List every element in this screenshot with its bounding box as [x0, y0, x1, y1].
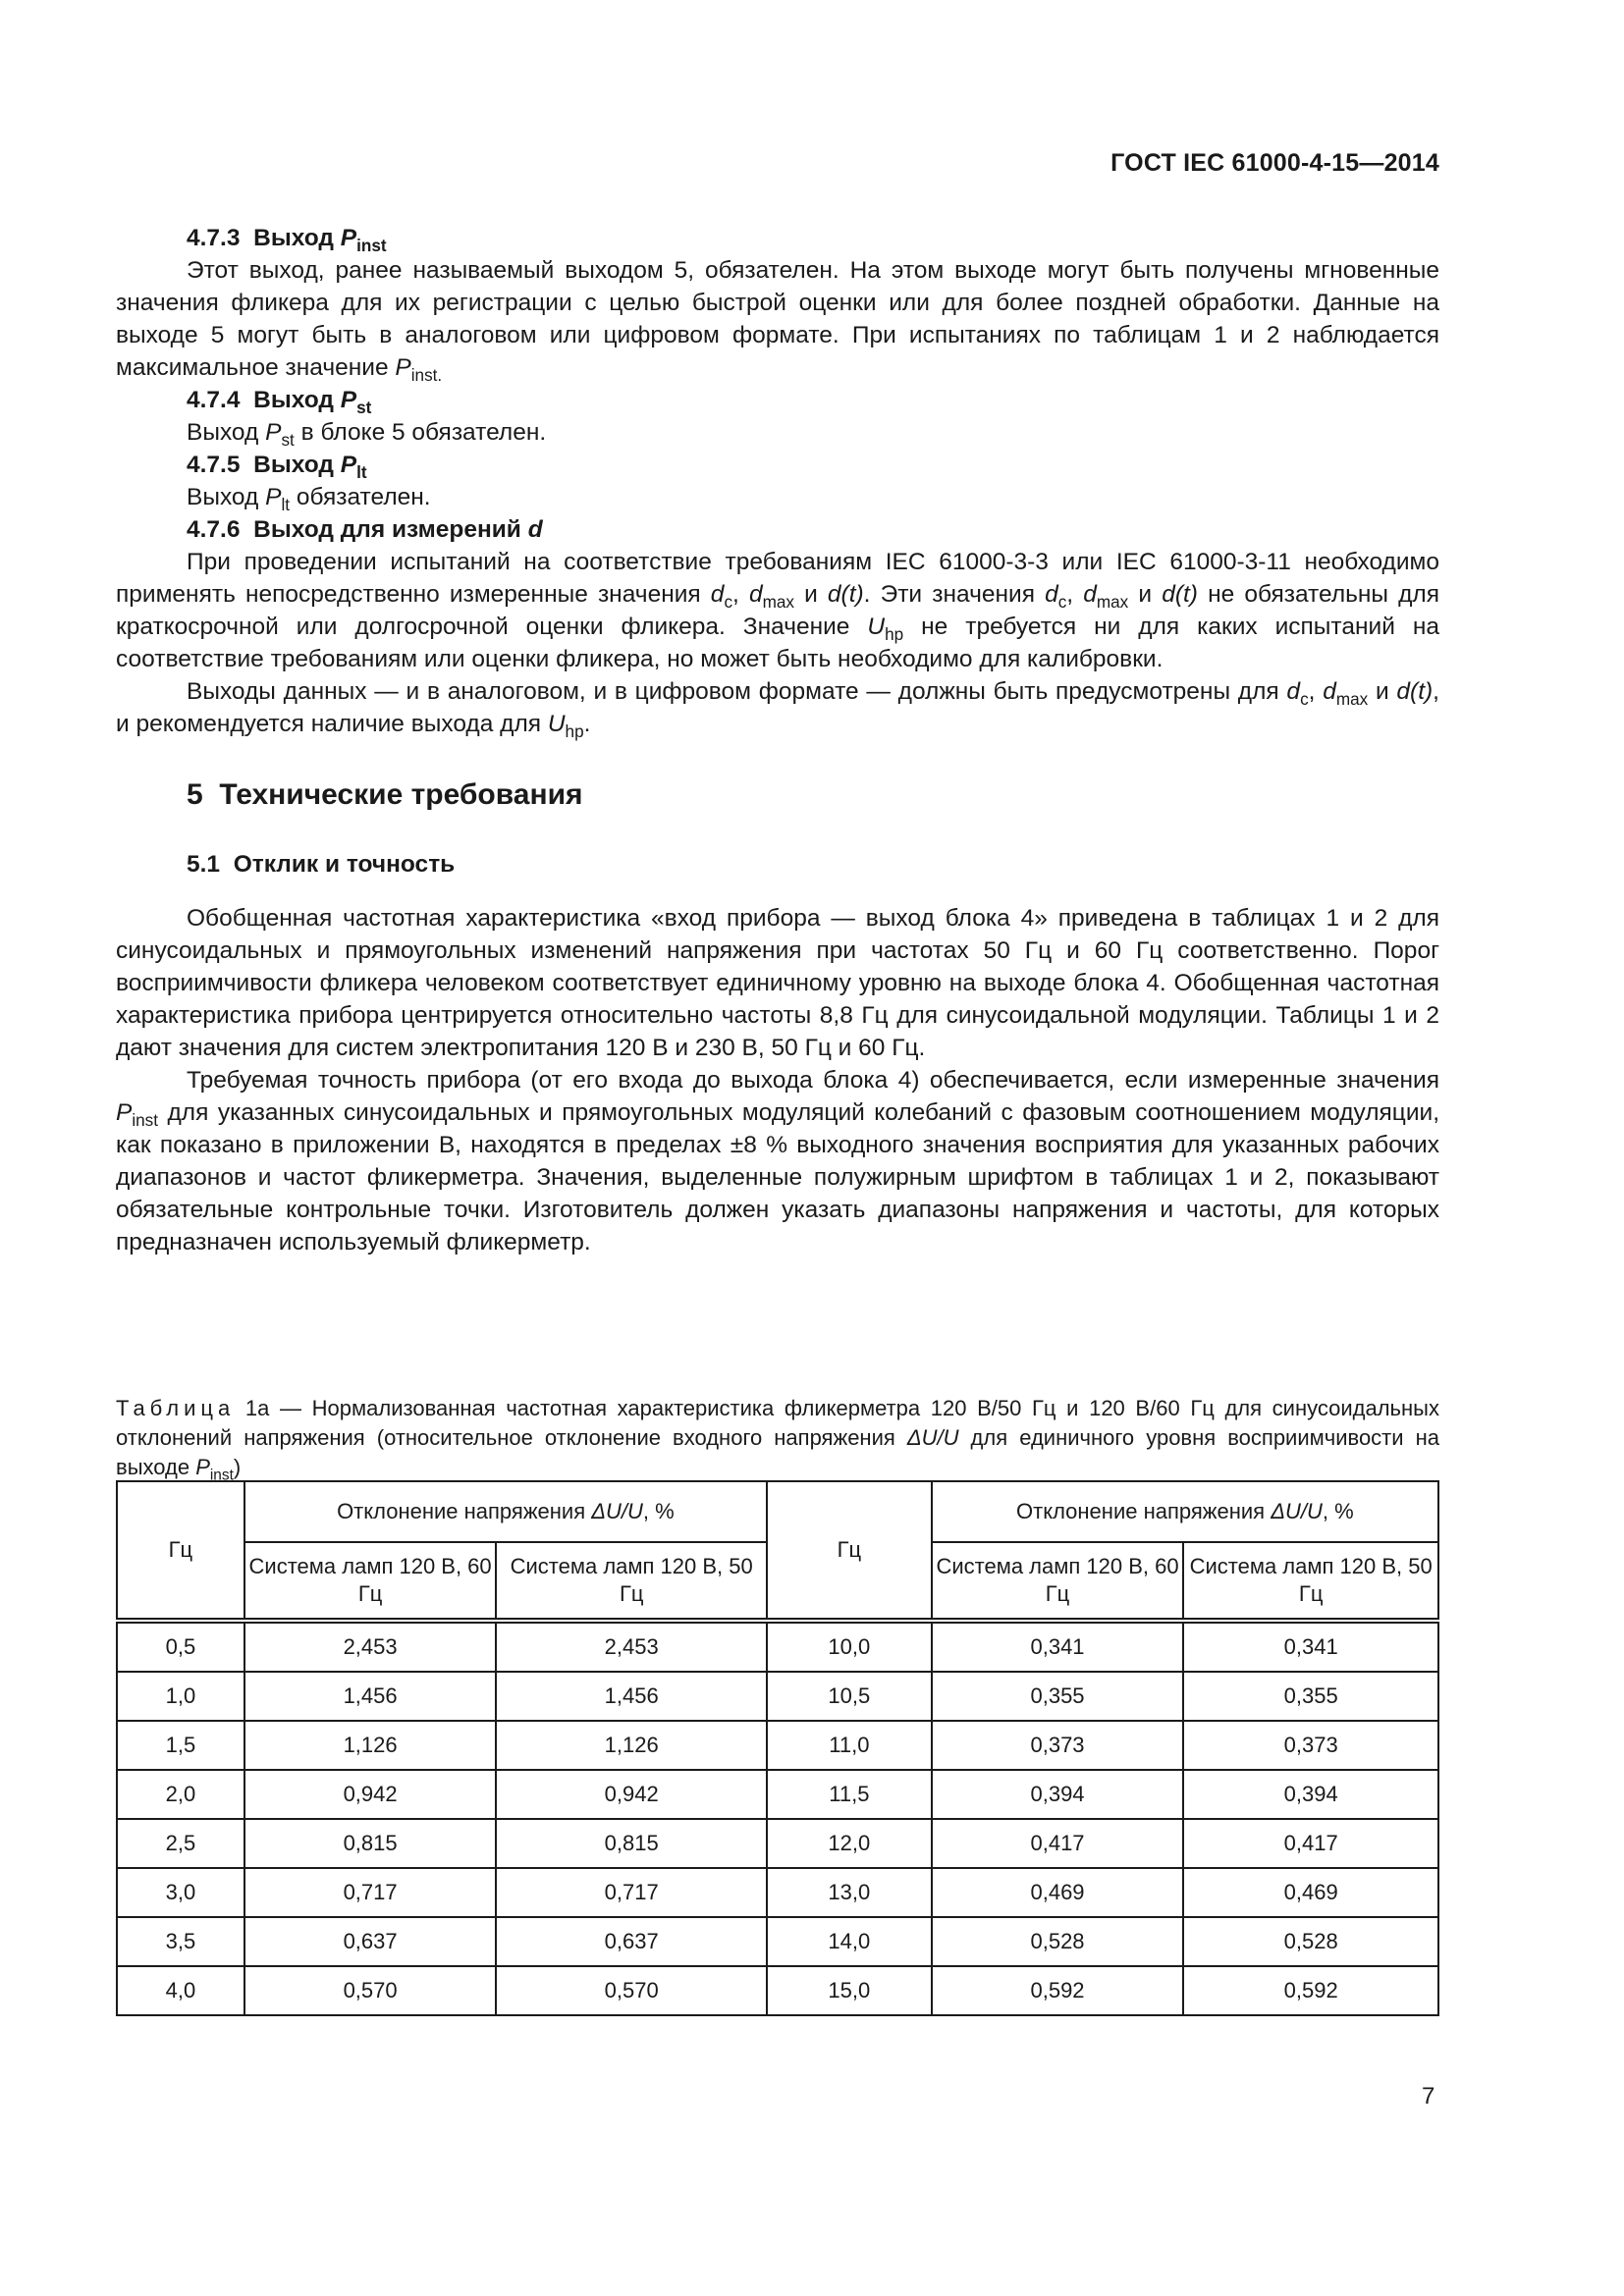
- heading-number: 4.7.5: [187, 452, 241, 478]
- subscript: c: [724, 592, 733, 612]
- symbol: d: [1323, 678, 1336, 705]
- cell-frequency: 1,0: [117, 1672, 244, 1721]
- column-header-hz-right: Гц: [767, 1481, 932, 1621]
- cell-frequency: 14,0: [767, 1917, 932, 1966]
- column-group-header-left: [244, 1481, 767, 1542]
- heading-text: Выход: [253, 387, 341, 413]
- heading-number: 4.7.4: [187, 387, 241, 413]
- paragraph-text: для указанных синусоидальных и прямоугольных модуляций колебаний с фазовым соотношением модуляции, как показано в приложении В, находятся в пределах ±8 % выходного значения восприятия для указанных рабочих диапазонов и частот фликерметра. Значения, выделенные полужирным шрифтом в таблицах 1 и 2, показывают обязательные контрольные точки. Изготовитель должен указать диапазоны напряжения и частоты, для которых предназначен используемый фликерметр.: [116, 1099, 1439, 1255]
- cell-frequency: 11,0: [767, 1721, 932, 1770]
- cell-frequency: 4,0: [117, 1966, 244, 2015]
- cell-value: 0,528: [932, 1917, 1184, 1966]
- subscript: st: [356, 398, 372, 417]
- cell-value: 0,637: [496, 1917, 767, 1966]
- subscript: inst: [356, 236, 387, 255]
- cell-value: 0,355: [1183, 1672, 1438, 1721]
- cell-value: 0,469: [1183, 1868, 1438, 1917]
- table-row: [117, 1672, 1438, 1721]
- heading-4-7-3: [116, 222, 1439, 254]
- symbol: P: [265, 419, 282, 446]
- symbol: d(t): [1396, 678, 1434, 705]
- paragraph-text: ,: [1308, 678, 1324, 705]
- caption-label: Таблица: [116, 1396, 236, 1420]
- paragraph-text: При проведении испытаний на соответствие требованиям IEC 61000-3-3 или IEC 61000-3-11 необходимо применять непосредственно измеренные значения: [116, 549, 1439, 608]
- paragraph-text: ,: [1066, 581, 1084, 608]
- cell-value: 0,528: [1183, 1917, 1438, 1966]
- page-number: 7: [1422, 2083, 1435, 2109]
- subscript: st: [281, 430, 295, 450]
- subscript: hp: [565, 721, 584, 741]
- paragraph-4-7-5: [116, 481, 1439, 513]
- cell-frequency: 1,5: [117, 1721, 244, 1770]
- column-header-120v-50hz-left: Система ламп 120 В, 50 Гц: [496, 1542, 767, 1621]
- symbol: U: [547, 711, 566, 737]
- column-header-120v-50hz-right: Система ламп 120 В, 50 Гц: [1183, 1542, 1438, 1621]
- subscript: max: [1096, 592, 1129, 612]
- cell-value: 0,717: [496, 1868, 767, 1917]
- cell-value: 1,456: [244, 1672, 497, 1721]
- symbol: ΔU/U: [591, 1499, 643, 1523]
- table-row: [117, 1721, 1438, 1770]
- table-row: [117, 1770, 1438, 1819]
- cell-value: 0,341: [1183, 1621, 1438, 1672]
- cell-frequency: 2,5: [117, 1819, 244, 1868]
- paragraph-text: и: [1128, 581, 1163, 608]
- heading-text: Выход для измерений: [253, 516, 528, 543]
- subscript: c: [1300, 689, 1309, 709]
- cell-value: 0,570: [244, 1966, 497, 2015]
- paragraph-text: ,: [732, 581, 749, 608]
- frequency-response-table: [116, 1480, 1439, 2016]
- table-body: [117, 1621, 1438, 2015]
- header-text: Отклонение напряжения: [1016, 1499, 1272, 1523]
- cell-frequency: 3,5: [117, 1917, 244, 1966]
- cell-frequency: 0,5: [117, 1621, 244, 1672]
- cell-value: 1,456: [496, 1672, 767, 1721]
- cell-frequency: 2,0: [117, 1770, 244, 1819]
- caption-text: — Нормализованная частотная характеристика фликерметра 120 В/50 Гц и 120 В/60 Гц для синусоидальных отклонений напряжения (относительное отклонение входного напряжения: [116, 1396, 1439, 1450]
- cell-frequency: 12,0: [767, 1819, 932, 1868]
- heading-number: 4.7.6: [187, 516, 241, 543]
- running-header-title: ГОСТ IEC 61000-4-15—2014: [1110, 149, 1439, 177]
- symbol: P: [340, 452, 357, 478]
- heading-text: Выход: [253, 225, 341, 251]
- paragraph-text: и: [1368, 678, 1397, 705]
- cell-value: 0,570: [496, 1966, 767, 2015]
- table-row: [117, 1966, 1438, 2015]
- symbol: P: [340, 387, 357, 413]
- symbol: d: [1045, 581, 1058, 608]
- paragraph-text: Выход: [187, 484, 266, 510]
- paragraph-5-1-2: [116, 1064, 1439, 1258]
- main-content: [116, 222, 1439, 1258]
- cell-value: 0,815: [496, 1819, 767, 1868]
- cell-value: 0,942: [244, 1770, 497, 1819]
- symbol: P: [340, 225, 357, 251]
- cell-value: 0,394: [1183, 1770, 1438, 1819]
- column-header-120v-60hz-left: Система ламп 120 В, 60 Гц: [244, 1542, 497, 1621]
- subscript: max: [1335, 689, 1369, 709]
- cell-value: 1,126: [496, 1721, 767, 1770]
- heading-number: 5: [187, 778, 203, 811]
- cell-value: 0,592: [932, 1966, 1184, 2015]
- cell-value: 0,469: [932, 1868, 1184, 1917]
- paragraph-text: не обязательны для краткосрочной или долгосрочной оценки фликера. Значение: [116, 581, 1439, 640]
- heading-4-7-4: [116, 384, 1439, 416]
- heading-text: Выход: [253, 452, 341, 478]
- subscript: lt: [281, 495, 291, 514]
- paragraph-4-7-6-1: [116, 546, 1439, 675]
- caption-text: для единичного уровня восприимчивости на выходе: [116, 1425, 1439, 1479]
- subscript: inst.: [410, 365, 443, 385]
- cell-frequency: 3,0: [117, 1868, 244, 1917]
- paragraph-text: не требуется ни для каких испытаний на соответствие требованиям или оценки фликера, но может быть необходимо для калибровки.: [116, 614, 1440, 672]
- paragraph-text: в блоке 5 обязателен.: [294, 419, 547, 446]
- subscript: inst: [132, 1110, 159, 1130]
- heading-section-5: [187, 775, 1439, 815]
- cell-value: 0,717: [244, 1868, 497, 1917]
- cell-value: 0,417: [1183, 1819, 1438, 1868]
- paragraph-text: обязателен.: [290, 484, 431, 510]
- paragraph-4-7-6-2: [116, 675, 1439, 740]
- table-row: [117, 1868, 1438, 1917]
- paragraph-text: . Эти значения: [863, 581, 1046, 608]
- subscript: c: [1057, 592, 1067, 612]
- heading-number: 5.1: [187, 851, 221, 878]
- header-text: , %: [1322, 1499, 1354, 1523]
- header-text: Отклонение напряжения: [337, 1499, 592, 1523]
- heading-4-7-6: [116, 513, 1439, 546]
- cell-frequency: 10,5: [767, 1672, 932, 1721]
- symbol: U: [867, 614, 886, 640]
- heading-number: 4.7.3: [187, 225, 241, 251]
- paragraph-text: Выход: [187, 419, 266, 446]
- column-header-120v-60hz-right: Система ламп 120 В, 60 Гц: [932, 1542, 1184, 1621]
- symbol: d: [748, 581, 763, 608]
- table-row: [117, 1621, 1438, 1672]
- cell-value: 0,355: [932, 1672, 1184, 1721]
- paragraph-text: и: [793, 581, 828, 608]
- paragraph-text: Требуемая точность прибора (от его входа до выхода блока 4) обеспечивается, если измеренные значения: [187, 1067, 1439, 1094]
- subscript: hp: [885, 624, 904, 644]
- symbol: P: [116, 1099, 133, 1126]
- cell-value: 0,373: [932, 1721, 1184, 1770]
- cell-frequency: 15,0: [767, 1966, 932, 2015]
- paragraph-text: Выходы данных — и в аналоговом, и в цифровом формате — должны быть предусмотрены для: [187, 678, 1287, 705]
- table-caption: [116, 1394, 1439, 1482]
- symbol: d: [527, 516, 543, 543]
- symbol: d: [1083, 581, 1097, 608]
- symbol: d(t): [1162, 581, 1198, 608]
- symbol: d(t): [827, 581, 864, 608]
- paragraph-text: Этот выход, ранее называемый выходом 5, обязателен. На этом выходе могут быть получены мгновенные значения фликера для их регистрации с целью быстрой оценки или для более поздней обработки. Данные на выходе 5 могут быть в аналоговом или цифровом формате. При испытаниях по таблицам 1 и 2 наблюдается максимальное значение: [116, 257, 1439, 381]
- column-header-hz-left: Гц: [117, 1481, 244, 1621]
- cell-value: 2,453: [496, 1621, 767, 1672]
- heading-5-1: [187, 848, 1439, 881]
- cell-value: 0,942: [496, 1770, 767, 1819]
- paragraph-text: .: [583, 711, 591, 737]
- header-text: , %: [642, 1499, 675, 1523]
- paragraph-text: , и рекомендуется наличие выхода для: [116, 678, 1439, 737]
- heading-text: Отклик и точность: [233, 851, 456, 878]
- paragraph-4-7-3: [116, 254, 1439, 384]
- cell-value: 1,126: [244, 1721, 497, 1770]
- cell-value: 2,453: [244, 1621, 497, 1672]
- cell-value: 0,592: [1183, 1966, 1438, 2015]
- subscript: max: [762, 592, 794, 612]
- symbol: P: [195, 1455, 210, 1479]
- cell-value: 0,394: [932, 1770, 1184, 1819]
- cell-frequency: 11,5: [767, 1770, 932, 1819]
- subscript: inst: [209, 1467, 234, 1484]
- paragraph-4-7-4: [116, 416, 1439, 449]
- caption-text: ): [233, 1455, 242, 1479]
- symbol: P: [395, 354, 411, 381]
- symbol: ΔU/U: [1271, 1499, 1323, 1523]
- cell-value: 0,637: [244, 1917, 497, 1966]
- cell-frequency: 13,0: [767, 1868, 932, 1917]
- cell-frequency: 10,0: [767, 1621, 932, 1672]
- heading-4-7-5: [116, 449, 1439, 481]
- symbol: ΔU/U: [906, 1425, 959, 1450]
- paragraph-5-1-1: Обобщенная частотная характеристика «вход прибора — выход блока 4» приведена в таблицах 1 и 2 для синусоидальных и прямоугольных изменений напряжения при частотах 50 Гц и 60 Гц соответственно. Порог восприимчивости фликера человеком соответствует единичному уровню на выходе блока 4. Обобщенная частотная характеристика прибора центрируется относительно частоты 8,8 Гц для синусоидальной модуляции. Таблицы 1 и 2 дают значения для систем электропитания 120 В и 230 В, 50 Гц и 60 Гц.: [116, 905, 1439, 1061]
- symbol: d: [1286, 678, 1301, 705]
- caption-number: 1а: [235, 1396, 270, 1420]
- symbol: d: [710, 581, 725, 608]
- column-group-header-right: [932, 1481, 1438, 1542]
- cell-value: 0,417: [932, 1819, 1184, 1868]
- heading-text: Технические требования: [219, 778, 583, 811]
- cell-value: 0,815: [244, 1819, 497, 1868]
- cell-value: 0,373: [1183, 1721, 1438, 1770]
- subscript: lt: [356, 462, 367, 482]
- table-row: [117, 1917, 1438, 1966]
- symbol: P: [265, 484, 282, 510]
- cell-value: 0,341: [932, 1621, 1184, 1672]
- table-row: [117, 1819, 1438, 1868]
